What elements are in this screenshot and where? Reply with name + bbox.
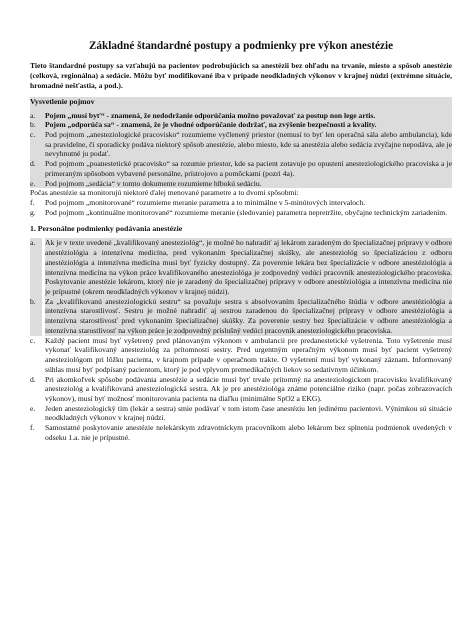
list-item-label: e. xyxy=(30,178,36,188)
list-item: Každý pacient musí byť vyšetrený pred plánovaným výkonom v ambulancii pre predanestetické vyšetrenia. Toto vyšetrenie musí vykonať kvalifikovaný anesteziológ za prítomnosti sestry. Pred urgentným operačným výkonom musí byť pacient vyšetrený anesteziológom pri lôžku pacienta, v krajnom prípade v operačnom trakte. O vyšetrení musí byť vykonaný záznam. Informovaný súhlas musí byť podpísaný pacientom, ktorý je pod vplyvom premedikačných liekov so sedatívnym účinkom. xyxy=(45,335,452,374)
list-item-label: g. xyxy=(30,207,36,217)
list-item-label: d. xyxy=(30,159,36,169)
list-item: Ak je v texte uvedené „kvalifikovaný anesteziológ“, je možné ho nahradiť aj lekárom zaradeným do špecializačnej prípravy v odbore anestéziológia a intenzívna medicína, pred vykonaním špecializačnej skúšky, ale anesteziológ so špecializáciou z odboru anestéziológia a intenzívna medicína musí byť fyzicky dostupný. Za poverenie lekára bez špecializácie v odbore anestéziológia a intenzívna medicína na výkon práce kvalifikovaného anesteziológa je zodpovedný vedúci pracovník anesteziologického pracoviska. Poskytovanie anestézie lekárom, ktorý nie je zaradený do špecializačnej prípravy v odbore anestéziológia a intenzívna medicína nie je prípustné (okrem neodkladných výkonov v krajnej núdzi). xyxy=(45,238,452,297)
list-item-label: a. xyxy=(30,238,42,296)
list-item: Pri akomkoľvek spôsobe podávania anestézie a sedácie musí byť trvale prítomný na anesteziologickom pracovisku kvalifikovaný anesteziológ a kvalifikovaná anesteziologická sestra. Ak je pre anestéziológa známe potenciálne riziko (napr. počas zobrazovacích výkonov), musí byť možnosť monitorovania pacienta na diaľku (minimálne SpO2 a EKG). xyxy=(45,374,452,403)
list-item: Pod pojmom „sedácia“ v tomto dokumente rozumieme hlbokú sedáciu. xyxy=(45,178,262,188)
list-item: Pod pojmom „poanestetické pracovisko“ sa rozumie priestor, kde sa pacient zotavuje po opustení anesteziologického pracoviska a je primeraným spôsobom vybavené personálne, prístrojovo a pomôckami (pozri 4a). xyxy=(45,159,452,178)
list-item-label: b. xyxy=(30,120,36,130)
intro-paragraph: Tieto štandardné postupy sa vzťahujú na pacientov podrobujúcich sa anestézii bez ohľadu na trvanie, miesto a spôsob anestézie (celková, regionálna) a sedácie. Môžu byť modifikované iba v prípade neodkladných výkonov v krajnej núdzi (extrémne situácie, hromadné nešťastia, a pod.). xyxy=(30,61,452,90)
list-item: Pojem „odporúča sa“ - znamená, že je vhodné odporúčanie dodržať, na zvýšenie bezpečnosti a kvality. xyxy=(45,120,377,130)
list-item: Pod pojmom „anesteziologické pracovisko“ rozumieme vyčlenený priestor (nemusí to byť len operačná sála alebo ambulancia), kde sa pravidelne, či sporadicky podáva niektorý spôsob anestézie, alebo miesto, kde sa anestézia alebo sedácia zvyčajne nepodáva, ale je nevyhnutné ju podať. xyxy=(45,130,452,159)
definitions-list xyxy=(30,111,452,189)
list-item: Pod pojmom „monitorované“ rozumieme meranie parametra a to minimálne v 5-minútových intervaloch. xyxy=(45,198,366,208)
list-item: Jeden anesteziologický tím (lekár a sestra) smie podávať v tom istom čase anestéziu len jedinému pacientovi. Výnimkou sú situácie neodkladných výkonov v krajnej núdzi. xyxy=(45,403,452,423)
list-item: Samostatné poskytovanie anestézie nelekárskym zdravotníckym pracovníkom alebo lekárom bez splnenia podmienok uvedených v odseku 1.a. nie je prípustné. xyxy=(45,423,452,442)
list-item: Za „kvalifikovanú anesteziologickú sestru“ sa považuje sestra s absolvovaním špecializačného štúdia v odbore anestéziológia a intenzívna starostlivosť. Sestru je možné nahradiť aj sestrou zaradenou do špecializačnej prípravy v odbore anestéziológia a intenzívna starostlivosť pred vykonaním špecializačnej skúšky. Za poverenie sestry bez špecializácie v odbore anestéziológia a intenzívna starostlivosť na výkon práce je zodpovedný príslušný vedúci pracovník anesteziologického pracoviska. xyxy=(45,296,452,335)
list-item-label: f. xyxy=(30,198,35,208)
list-item-label: e. xyxy=(30,403,36,413)
list-item-label: d. xyxy=(30,374,36,384)
definitions-block xyxy=(30,97,452,189)
list-item-label: f. xyxy=(30,423,35,433)
list-item-label: a. xyxy=(30,110,36,120)
definitions-heading: Vysvetlenie pojmov xyxy=(30,96,95,106)
document-title: Základné štandardné postupy a podmienky pre výkon anestézie xyxy=(88,40,394,52)
section-heading: 1. Personálne podmienky podávania anestézie xyxy=(30,224,183,234)
list-item: Pod pojmom „kontinuálne monitorované“ rozumieme meranie (sledovanie) parametra nepretržite, obyčajne technickým zariadením. xyxy=(45,207,448,217)
monitoring-note: Počas anestézie sa monitorujú niektoré ďalej menované parametre a to dvomi spôsobmi: xyxy=(30,188,299,198)
section1-list xyxy=(30,238,452,442)
list-item-label: c. xyxy=(30,335,36,345)
list-item-label: c. xyxy=(30,130,36,139)
list-item: Pojem „musí byť“ - znamená, že nedodržanie odporúčania možno považovať za postup non lege artis. xyxy=(45,110,376,120)
list-item-label: b. xyxy=(30,297,42,336)
monitoring-list xyxy=(30,198,452,217)
